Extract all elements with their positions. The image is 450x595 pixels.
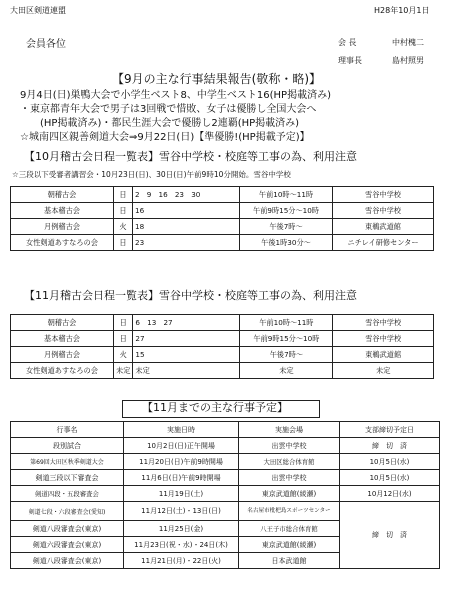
nov-row-2-day: 日 bbox=[114, 331, 133, 347]
events-header-row bbox=[11, 422, 440, 438]
nov-row-3-day: 火 bbox=[114, 347, 133, 363]
table-row bbox=[11, 331, 434, 347]
table-row bbox=[11, 363, 434, 379]
table-row bbox=[11, 203, 434, 219]
events-col-deadline: 支部締切予定日 bbox=[340, 422, 440, 438]
oct-row-3-dates: 18 bbox=[133, 219, 240, 235]
event-7-name: 剣道六段審査会(東京) bbox=[11, 537, 124, 553]
event-5-deadline: 締 切 済 bbox=[340, 502, 440, 569]
event-2-deadline: 10月5日(水) bbox=[340, 454, 440, 470]
nov-row-2-time: 午前9時15分～10時 bbox=[240, 331, 333, 347]
event-2-venue: 大田区総合体育館 bbox=[239, 454, 340, 470]
table-row bbox=[11, 454, 440, 470]
nov-row-4-dates: 未定 bbox=[133, 363, 240, 379]
org-name: 大田区剣道連盟 bbox=[10, 6, 66, 15]
results-line-4: ☆城南四区親善剣道大会⇒9月22日(日)【準優勝!(HP掲載予定)】 bbox=[20, 132, 310, 143]
oct-row-1-name: 朝稽古会 bbox=[11, 187, 114, 203]
event-8-name: 剣道八段審査会(東京) bbox=[11, 553, 124, 569]
oct-row-4-name: 女性剣道あすなろの会 bbox=[11, 235, 114, 251]
events-heading: 【11月までの主な行事予定】 bbox=[142, 401, 288, 414]
event-3-name: 剣道三段以下審査会 bbox=[11, 470, 124, 486]
table-row bbox=[11, 347, 434, 363]
oct-row-3-day: 火 bbox=[114, 219, 133, 235]
table-row bbox=[11, 235, 434, 251]
nov-row-4-time: 未定 bbox=[240, 363, 333, 379]
event-4-deadline: 10月12日(水) bbox=[340, 486, 440, 502]
nov-row-1-name: 朝稽古会 bbox=[11, 315, 114, 331]
oct-row-4-day: 日 bbox=[114, 235, 133, 251]
oct-row-2-time: 午前9時15分～10時 bbox=[240, 203, 333, 219]
oct-notice: 雪谷中学校・校庭等工事の為、利用注意 bbox=[159, 150, 357, 163]
oct-row-3-time: 午後7時～ bbox=[240, 219, 333, 235]
oct-row-4-dates: 23 bbox=[133, 235, 240, 251]
nov-row-1-day: 日 bbox=[114, 315, 133, 331]
oct-row-3-place: 東鵜武道館 bbox=[333, 219, 434, 235]
president-name: 中村槐二 bbox=[392, 38, 424, 47]
events-col-name: 行事名 bbox=[11, 422, 124, 438]
events-col-venue: 実施会場 bbox=[239, 422, 340, 438]
oct-row-2-place: 雪谷中学校 bbox=[333, 203, 434, 219]
event-4-date: 11月19日(土) bbox=[124, 486, 239, 502]
event-2-date: 11月20日(日)午前9時開場 bbox=[124, 454, 239, 470]
event-5-venue: 名古屋市枇杷島スポーツセンター bbox=[239, 502, 340, 521]
oct-schedule-table bbox=[10, 186, 434, 251]
results-heading: 【9月の主な行事結果報告(敬称・略)】 bbox=[112, 72, 321, 86]
event-1-date: 10月2日(日)正午開場 bbox=[124, 438, 239, 454]
event-5-date: 11月12日(土)・13日(日) bbox=[124, 502, 239, 521]
results-line-3: (HP掲載済み)・都民生涯大会で優勝し2連覇(HP掲載済み) bbox=[40, 118, 300, 129]
results-line-2: ・東京都青年大会で男子は3回戦で惜敗、女子は優勝し全国大会へ bbox=[20, 104, 317, 115]
table-row bbox=[11, 219, 434, 235]
nov-row-3-place: 東鵜武道館 bbox=[333, 347, 434, 363]
results-line-1: 9月4日(日)巣鴨大会で小学生ベスト8、中学生ベスト16(HP掲載済み) bbox=[20, 90, 331, 101]
event-3-venue: 出雲中学校 bbox=[239, 470, 340, 486]
doc-date: H28年10月1日 bbox=[374, 6, 430, 15]
event-6-date: 11月25日(金) bbox=[124, 521, 239, 537]
recipients: 会員各位 bbox=[26, 39, 66, 50]
nov-row-1-time: 午前10時～11時 bbox=[240, 315, 333, 331]
oct-note: ☆三段以下受審者講習会・10月23日(日)、30日(日)午前9時10分開始。雪谷中学校 bbox=[12, 170, 291, 179]
events-table bbox=[10, 421, 440, 569]
table-row bbox=[11, 502, 440, 521]
event-1-deadline: 締 切 済 bbox=[340, 438, 440, 454]
nov-notice: 雪谷中学校・校庭等工事の為、利用注意 bbox=[159, 289, 357, 302]
table-row bbox=[11, 486, 440, 502]
event-1-venue: 出雲中学校 bbox=[239, 438, 340, 454]
nov-row-2-dates: 27 bbox=[133, 331, 240, 347]
nov-row-3-dates: 15 bbox=[133, 347, 240, 363]
nov-row-2-place: 雪谷中学校 bbox=[333, 331, 434, 347]
table-row bbox=[11, 315, 434, 331]
oct-row-1-time: 午前10時～11時 bbox=[240, 187, 333, 203]
oct-row-2-dates: 16 bbox=[133, 203, 240, 219]
event-4-name: 剣道四段・五段審査会 bbox=[11, 486, 124, 502]
oct-row-3-name: 月例稽古会 bbox=[11, 219, 114, 235]
oct-row-2-day: 日 bbox=[114, 203, 133, 219]
nov-heading bbox=[24, 290, 357, 302]
oct-row-1-day: 日 bbox=[114, 187, 133, 203]
nov-row-3-name: 月例稽古会 bbox=[11, 347, 114, 363]
table-row bbox=[11, 470, 440, 486]
oct-row-1-dates: 2 9 16 23 30 bbox=[133, 187, 240, 203]
nov-row-1-place: 雪谷中学校 bbox=[333, 315, 434, 331]
president-title: 会 長 bbox=[338, 38, 357, 47]
event-1-name: 段別試合 bbox=[11, 438, 124, 454]
nov-row-1-dates: 6 13 27 bbox=[133, 315, 240, 331]
nov-row-4-day: 未定 bbox=[114, 363, 133, 379]
oct-heading-title: 【10月稽古会日程一覧表】 bbox=[24, 150, 159, 163]
event-5-name: 剣道七段・六段審査会(愛知) bbox=[11, 502, 124, 521]
oct-row-1-place: 雪谷中学校 bbox=[333, 187, 434, 203]
director-title: 理事長 bbox=[338, 56, 362, 65]
events-col-date: 実施日時 bbox=[124, 422, 239, 438]
table-row bbox=[11, 187, 434, 203]
nov-row-3-time: 午後7時～ bbox=[240, 347, 333, 363]
event-8-venue: 日本武道館 bbox=[239, 553, 340, 569]
director-name: 島村照男 bbox=[392, 56, 424, 65]
event-2-name: 第69回大田区秋季剣道大会 bbox=[11, 454, 124, 470]
nov-schedule-table bbox=[10, 314, 434, 379]
nov-row-4-place: 未定 bbox=[333, 363, 434, 379]
event-7-venue: 東京武道館(綾瀬) bbox=[239, 537, 340, 553]
oct-row-2-name: 基本稽古会 bbox=[11, 203, 114, 219]
event-6-venue: 八王子市総合体育館 bbox=[239, 521, 340, 537]
table-row bbox=[11, 438, 440, 454]
event-8-date: 11月21日(月)・22日(火) bbox=[124, 553, 239, 569]
event-4-venue: 東京武道館(綾瀬) bbox=[239, 486, 340, 502]
nov-heading-title: 【11月稽古会日程一覧表】 bbox=[24, 289, 159, 302]
oct-row-4-place: ニチレイ研修センター bbox=[333, 235, 434, 251]
event-3-date: 11月6日(日)午前9時開場 bbox=[124, 470, 239, 486]
event-3-deadline: 10月5日(水) bbox=[340, 470, 440, 486]
nov-row-4-name: 女性剣道あすなろの会 bbox=[11, 363, 114, 379]
event-7-date: 11月23日(祝・水)・24日(木) bbox=[124, 537, 239, 553]
oct-row-4-time: 午後1時30分～ bbox=[240, 235, 333, 251]
event-6-name: 剣道八段審査会(東京) bbox=[11, 521, 124, 537]
oct-heading bbox=[24, 151, 357, 163]
nov-row-2-name: 基本稽古会 bbox=[11, 331, 114, 347]
